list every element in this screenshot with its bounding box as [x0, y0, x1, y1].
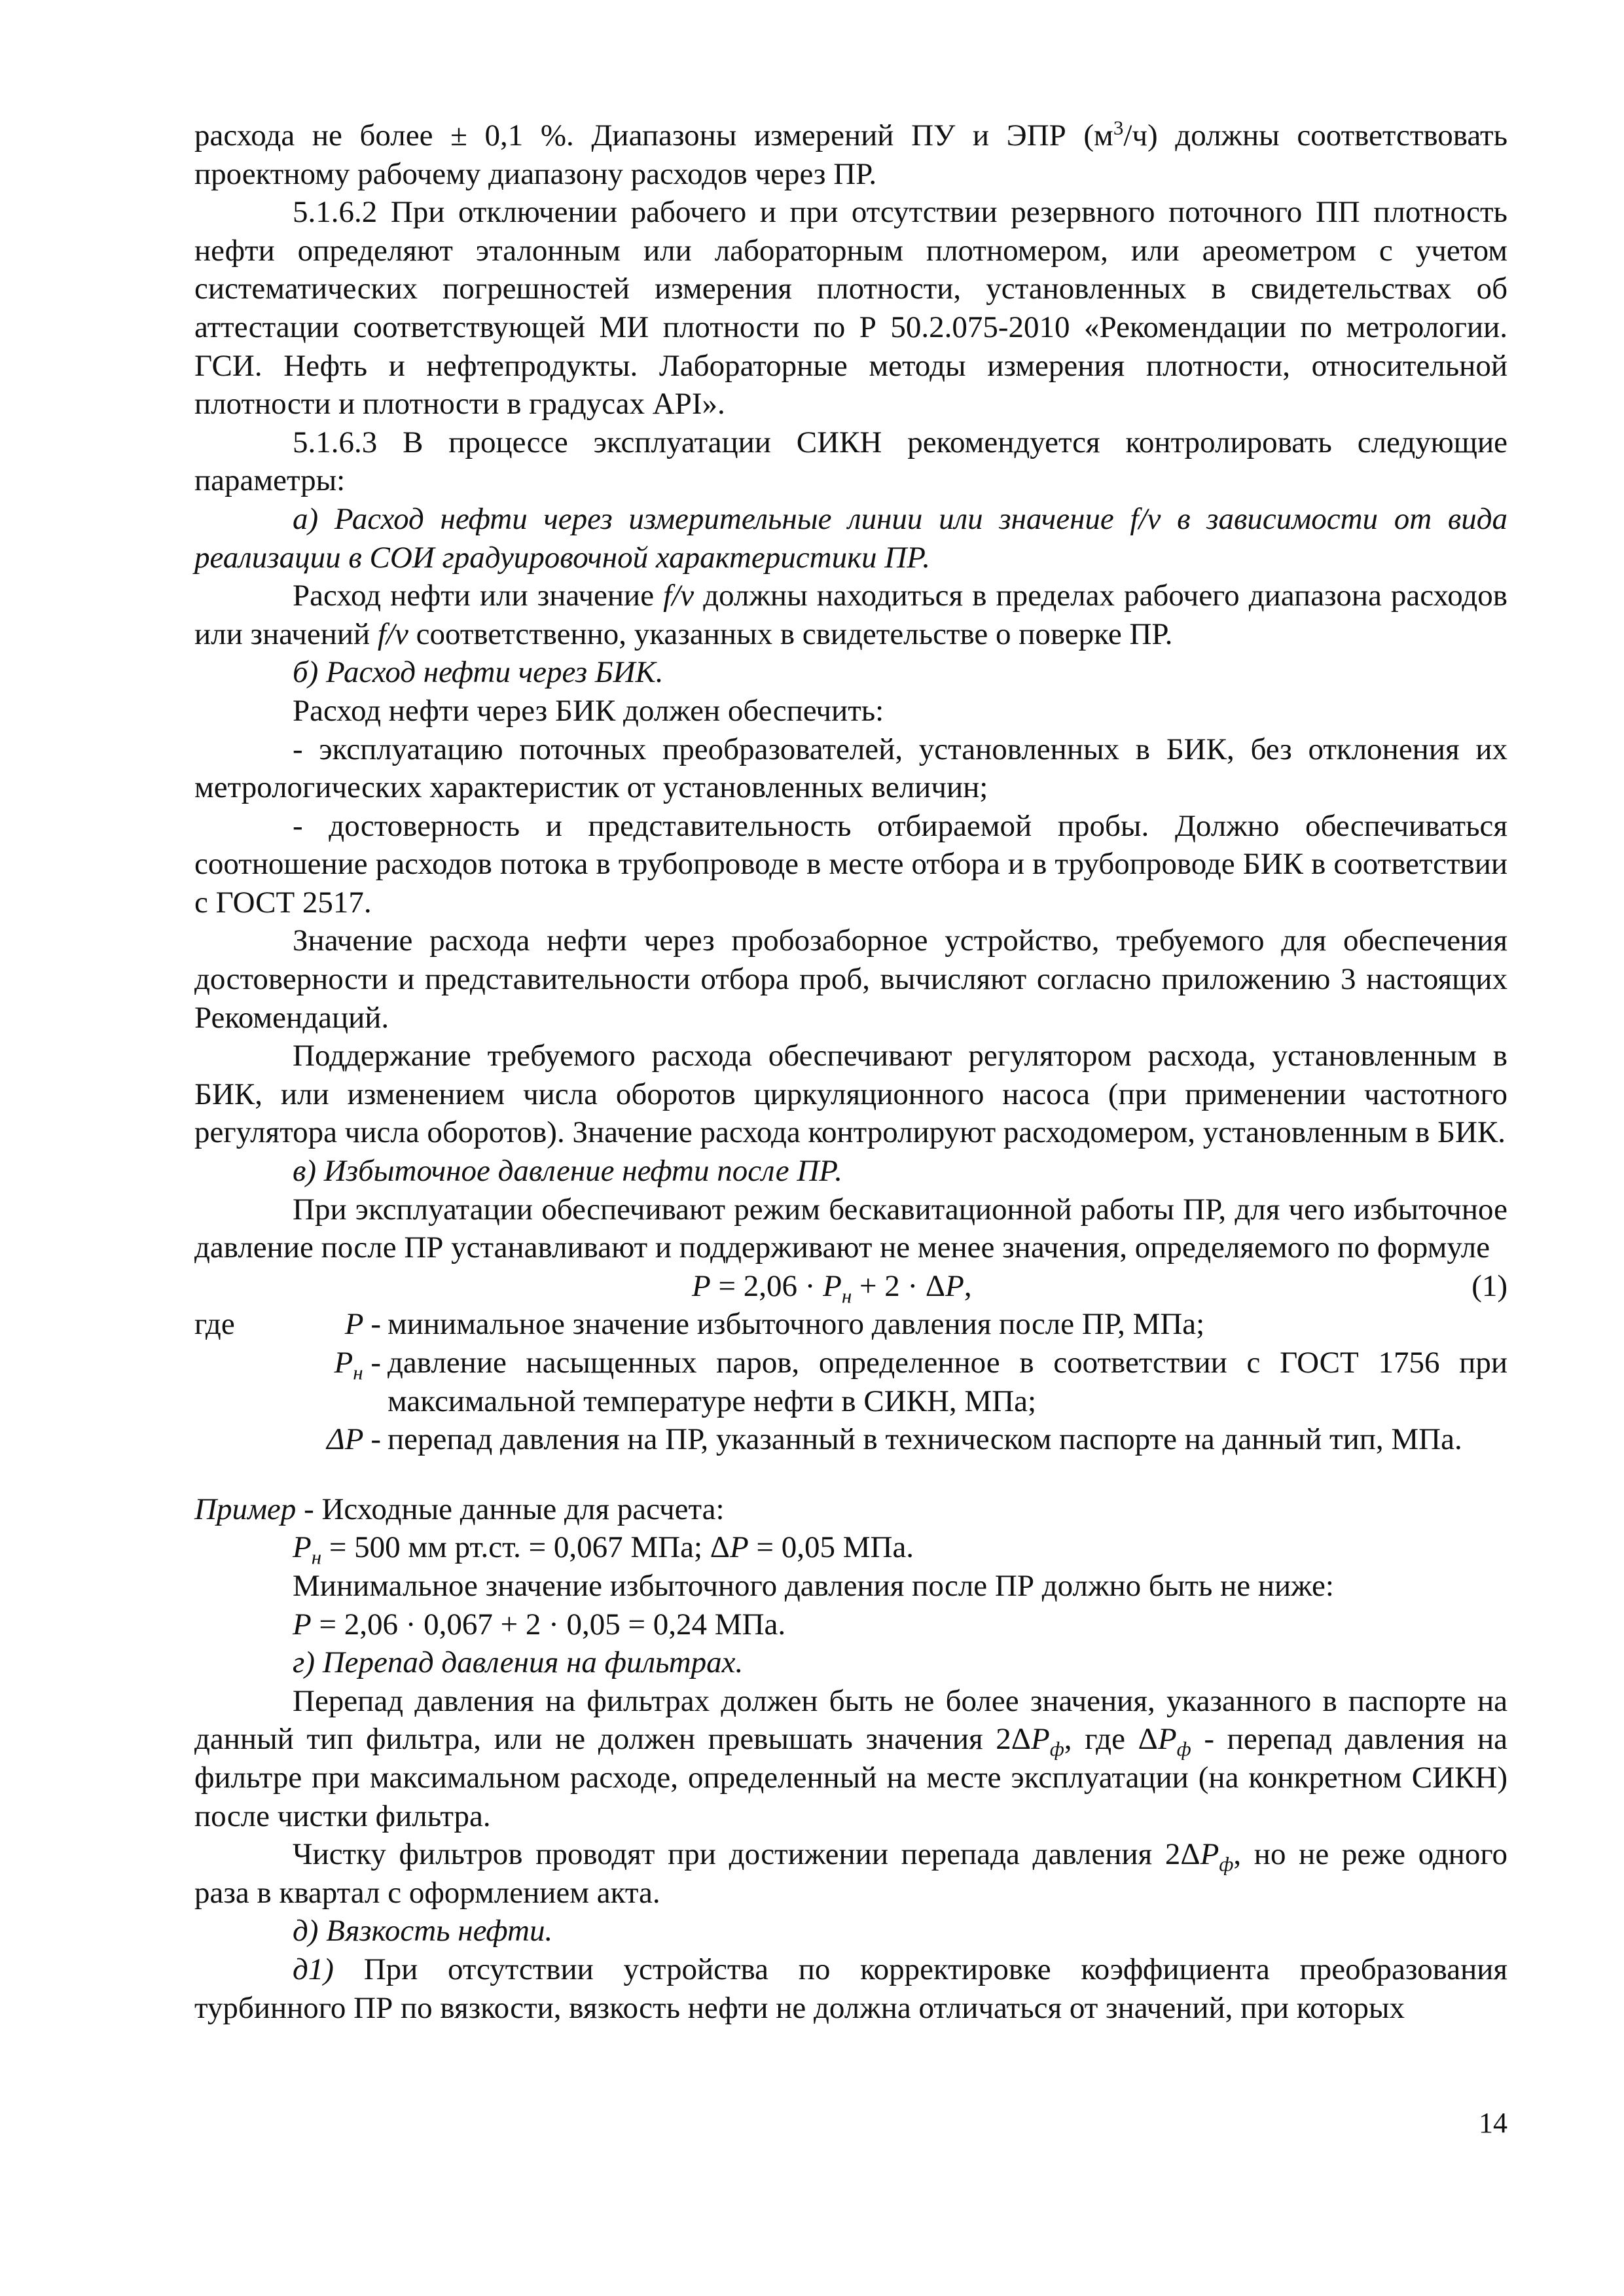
page-number: 14 [1479, 2107, 1507, 2139]
heading-v: в) Избыточное давление нефти после ПР. [293, 1154, 843, 1189]
text: должны находиться в пределах рабочего диапазона расходов или значений [194, 579, 1507, 651]
superscript: 3 [1113, 116, 1124, 139]
spacer [194, 1459, 1507, 1490]
example-label-line [194, 1490, 1507, 1529]
item-label: д1) [293, 1952, 334, 1986]
definition-row [194, 1420, 1507, 1459]
symbol: P [1157, 1722, 1177, 1757]
symbol-fv: f/v [663, 579, 695, 613]
subscript: ф [1176, 1737, 1191, 1761]
text: соответственно, указанных в свидетельстве о поверке ПР. [408, 617, 1173, 651]
symbol-fv: f/v [377, 617, 408, 651]
paragraph-viscosity [194, 1950, 1507, 2027]
symbol: P [334, 1346, 353, 1380]
document-page [194, 117, 1507, 2027]
paragraph-flow-range [194, 577, 1507, 653]
symbol: P [729, 1530, 749, 1565]
example-line: Минимальное значение избыточного давления после ПР должно быть не ниже: [293, 1568, 1334, 1603]
definition-symbol: P - [344, 1307, 381, 1342]
text: = 2,06 · 0,067 + 2 · 0,05 = 0,24 МПа. [311, 1607, 786, 1641]
text: = 500 мм рт.ст. = 0,067 МПа; Δ [321, 1530, 730, 1565]
list-item: - эксплуатацию поточных преобразователей, установленных в БИК, без отклонения их метрологических характеристик от установленных величин; [194, 732, 1507, 805]
formula-1 [194, 1267, 1507, 1306]
formula-number: (1) [1471, 1268, 1507, 1303]
example-label: Пример [194, 1492, 297, 1526]
heading-a: а) Расход нефти через измерительные линии или значение f/v в зависимости от вида реализации в СОИ градуировочной характеристики ПР. [194, 501, 1507, 575]
symbol-definitions [194, 1305, 1507, 1458]
definition-row [194, 1344, 1507, 1420]
paragraph-1 [194, 117, 1507, 193]
symbol: P [1200, 1837, 1219, 1872]
definition-symbol: ΔP - [327, 1422, 381, 1457]
symbol: P [692, 1268, 711, 1303]
text: /ч) должны соответствовать проектному рабочему диапазону расходов через ПР. [194, 118, 1507, 191]
definition-text: перепад давления на ПР, указанный в техническом паспорте на данный тип, МПа. [388, 1422, 1462, 1457]
text: = 0,05 МПа. [748, 1530, 914, 1565]
text: При отсутствии устройства по корректировке коэффициента преобразования турбинного ПР по вязкости, вязкость нефти не должна отличаться от значений, при которых [194, 1952, 1507, 2025]
heading-d: д) Вязкость нефти. [293, 1914, 553, 1948]
spacer [194, 1420, 300, 1459]
text: - перепад давления на фильтре при максимальном расходе, определенный на месте эксплуатации (на конкретном СИКН) после чистки фильтра. [194, 1722, 1507, 1833]
definition-symbol [300, 1344, 388, 1420]
paragraph-regulator: Поддержание требуемого расхода обеспечивают регулятором расхода, установленным в БИК, или изменением числа оборотов циркуляционного насоса (при применении частотного регулятора числа оборотов). Значение расхода контролируют расходомером, установленным в БИК. [194, 1039, 1507, 1150]
text: , где Δ [1064, 1722, 1158, 1757]
example-line [194, 1528, 1507, 1567]
text: расхода не более ± 0,1 %. Диапазоны измерений ПУ и ЭПР (м [194, 118, 1113, 152]
definition-row [194, 1305, 1507, 1344]
definition-text: минимальное значение избыточного давления после ПР, МПа; [388, 1307, 1205, 1342]
paragraph-filter-cleaning [194, 1835, 1507, 1912]
symbol: P [945, 1268, 964, 1303]
symbol: P [1031, 1722, 1050, 1757]
text: Чистку фильтров проводят при достижении перепада давления 2Δ [293, 1837, 1200, 1872]
where-label: где [194, 1307, 235, 1342]
paragraph-cavitation: При эксплуатации обеспечивают режим бескавитационной работы ПР, для чего избыточное давление после ПР устанавливают и поддерживают не менее значения, определяемого по формуле [194, 1192, 1507, 1265]
spacer [194, 1344, 300, 1420]
subscript: н [353, 1361, 363, 1384]
text: , но не реже одного раза в квартал с оформлением акта. [194, 1837, 1507, 1910]
paragraph-5-1-6-3: 5.1.6.3 В процессе эксплуатации СИКН рекомендуется контролировать следующие параметры: [194, 425, 1507, 498]
definition-text: давление насыщенных паров, определенное в соответствии с ГОСТ 1756 при максимальной температуре нефти в СИКН, МПа; [388, 1346, 1507, 1418]
text: Перепад давления на фильтрах должен быть не более значения, указанного в паспорте на данный тип фильтра, или не должен превышать значения 2Δ [194, 1683, 1507, 1757]
subscript: н [311, 1545, 322, 1569]
text: Расход нефти или значение [293, 579, 664, 613]
subscript: н [841, 1284, 852, 1308]
text: - [363, 1346, 381, 1380]
text: , [964, 1268, 972, 1303]
paragraph-bik: Расход нефти через БИК должен обеспечить: [293, 693, 884, 728]
formula-expression [692, 1267, 972, 1306]
heading-g: г) Перепад давления на фильтрах. [293, 1645, 744, 1680]
subscript: ф [1049, 1737, 1064, 1761]
paragraph-sampler: Значение расхода нефти через пробозаборное устройство, требуемого для обеспечения достоверности и представительности отбора проб, вычисляют согласно приложению 3 настоящих Рекомендаций. [194, 924, 1507, 1035]
symbol: P [823, 1268, 842, 1303]
symbol: P [293, 1607, 312, 1641]
heading-b: б) Расход нефти через БИК. [293, 655, 664, 690]
text: + 2 · Δ [852, 1268, 946, 1303]
subscript: ф [1219, 1852, 1234, 1876]
paragraph-5-1-6-2: 5.1.6.2 При отключении рабочего и при отсутствии резервного поточного ПП плотность нефти определяют эталонным или лабораторным плотномером, или ареометром с учетом систематических погрешностей измерения плотности, установленных в свидетельствах об аттестации соответствующей МИ плотности по Р 50.2.075-2010 «Рекомендации по метрологии. ГСИ. Нефть и нефтепродукты. Лабораторные методы измерения плотности, относительной плотности и плотности в градусах API». [194, 195, 1507, 422]
symbol: P [293, 1530, 312, 1565]
text: = 2,06 · [710, 1268, 823, 1303]
list-item: - достоверность и представительность отбираемой пробы. Должно обеспечиваться соотношение расходов потока в трубопроводе в месте отбора и в трубопроводе БИК в соответствии с ГОСТ 2517. [194, 808, 1507, 920]
text: - Исходные данные для расчета: [296, 1492, 725, 1526]
paragraph-filter-drop [194, 1682, 1507, 1835]
example-line [194, 1605, 1507, 1644]
